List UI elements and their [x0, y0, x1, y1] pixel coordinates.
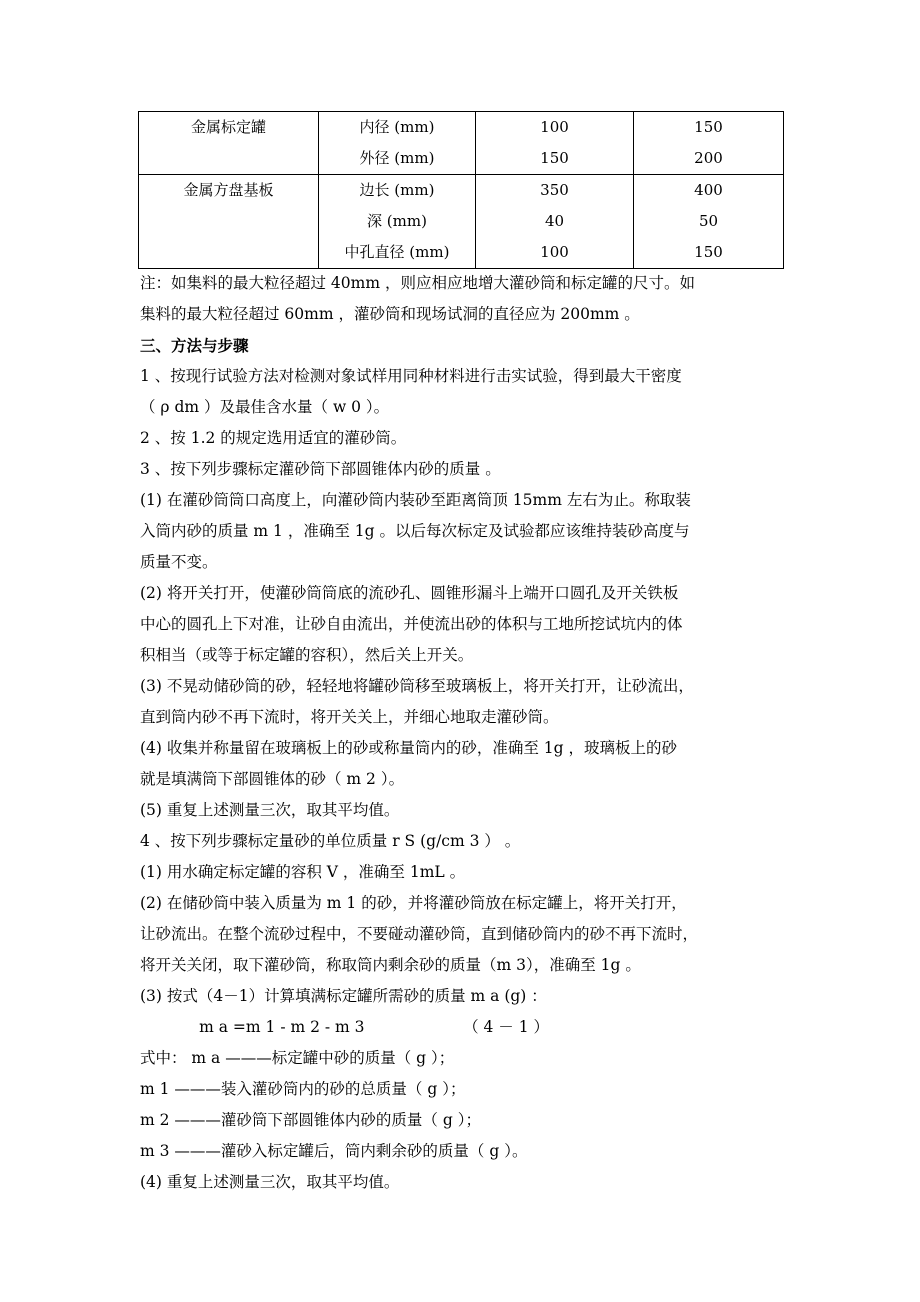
paragraph-line: 2 、按 1.2 的规定选用适宜的灌砂筒。 [140, 429, 407, 447]
row-name: 金属方盘基板 [183, 181, 274, 199]
paragraph-line: (3) 不晃动储砂筒的砂，轻轻地将罐砂筒移至玻璃板上，将开关打开，让砂流出， [140, 677, 694, 695]
value: 50 [698, 212, 719, 230]
paragraph-line: (2) 将开关打开，使灌砂筒筒底的流砂孔、圆锥形漏斗上端开口圆孔及开关铁板 [140, 584, 679, 602]
paragraph-line: 质量不变。 [140, 553, 218, 571]
table-cell-values [476, 175, 634, 269]
paragraph-line: 让砂流出。在整个流砂过程中，不要碰动灌砂筒，直到储砂筒内的砂不再下流时， [140, 925, 699, 943]
paragraph-line: 积相当（或等于标定罐的容积），然后关上开关。 [140, 646, 474, 664]
table-cell-values [476, 112, 634, 175]
table-cell-items [319, 112, 476, 175]
value: 150 [540, 149, 569, 167]
item-label: 深 (mm) [367, 212, 427, 230]
value: 100 [540, 118, 569, 136]
paragraph-line: m 1 ———装入灌砂筒内的砂的总质量（ g ）； [140, 1080, 466, 1098]
value: 200 [694, 149, 723, 167]
paragraph-line: 入筒内砂的质量 m 1 ，准确至 1g 。以后每次标定及试验都应该维持装砂高度与 [140, 522, 690, 540]
item-label: 中孔直径 (mm) [344, 243, 450, 261]
paragraph-line: 3 、按下列步骤标定灌砂筒下部圆锥体内砂的质量 。 [140, 460, 501, 478]
value: 150 [694, 118, 723, 136]
paragraph-line: (5) 重复上述测量三次，取其平均值。 [140, 801, 400, 819]
value: 40 [544, 212, 565, 230]
note-line: 注：如集料的最大粒径超过 40mm ，则应相应地增大灌砂筒和标定罐的尺寸。如 [140, 274, 695, 292]
paragraph-line: 将开关关闭，取下灌砂筒，称取筒内剩余砂的质量（m 3），准确至 1g 。 [140, 956, 641, 974]
paragraph-line: (3) 按式（4－1）计算填满标定罐所需砂的质量 m a (g) ： [140, 987, 547, 1005]
paragraph-line: 式中： m a ———标定罐中砂的质量（ g ）； [140, 1049, 455, 1067]
paragraph-line: 4 、按下列步骤标定量砂的单位质量 r S (g/cm 3 ） 。 [140, 832, 521, 850]
paragraph-line: 中心的圆孔上下对准，让砂自由流出，并使流出砂的体积与工地所挖试坑内的体 [140, 615, 683, 633]
row-name: 金属标定罐 [190, 118, 266, 136]
paragraph-line: (2) 在储砂筒中装入质量为 m 1 的砂，并将灌砂筒放在标定罐上，将开关打开， [140, 894, 687, 912]
table-cell-name [139, 112, 319, 175]
item-label: 内径 (mm) [359, 118, 435, 136]
paragraph-line: 就是填满筒下部圆锥体的砂（ m 2 ）。 [140, 770, 405, 788]
paragraph-line: （ ρ dm ）及最佳含水量（ w 0 ）。 [140, 398, 390, 416]
item-label: 边长 (mm) [359, 181, 435, 199]
value: 150 [694, 243, 723, 261]
table-row [139, 175, 784, 269]
paragraph-line: (4) 收集并称量留在玻璃板上的砂或称量筒内的砂，准确至 1g ，玻璃板上的砂 [140, 739, 678, 757]
item-label: 外径 (mm) [359, 149, 435, 167]
paragraph-line: 1 、按现行试验方法对检测对象试样用同种材料进行击实试验，得到最大干密度 [140, 367, 682, 385]
table-cell-values [634, 175, 784, 269]
specification-table [138, 111, 784, 269]
paragraph-line: 直到筒内砂不再下流时，将开关关上，并细心地取走灌砂筒。 [140, 708, 559, 726]
formula-line: m a =m 1 - m 2 - m 3 （ 4 － 1 ） [140, 1018, 550, 1036]
paragraph-line: (4) 重复上述测量三次，取其平均值。 [140, 1173, 400, 1191]
value: 350 [540, 181, 569, 199]
value: 400 [694, 181, 723, 199]
paragraph-line: (1) 用水确定标定罐的容积 V ，准确至 1mL 。 [140, 863, 466, 881]
table-cell-items [319, 175, 476, 269]
note-line: 集料的最大粒径超过 60mm ，灌砂筒和现场试洞的直径应为 200mm 。 [140, 305, 640, 323]
paragraph-line: m 3 ———灌砂入标定罐后，筒内剩余砂的质量（ g ）。 [140, 1142, 528, 1160]
document-body [140, 268, 790, 1198]
paragraph-line: (1) 在灌砂筒筒口高度上，向灌砂筒内装砂至距离筒顶 15mm 左右为止。称取装 [140, 491, 691, 509]
value: 100 [540, 243, 569, 261]
table-cell-values [634, 112, 784, 175]
table-row [139, 112, 784, 175]
table-cell-name [139, 175, 319, 269]
paragraph-line: m 2 ———灌砂筒下部圆锥体内砂的质量（ g ）； [140, 1111, 481, 1129]
section-heading: 三、方法与步骤 [140, 336, 249, 355]
